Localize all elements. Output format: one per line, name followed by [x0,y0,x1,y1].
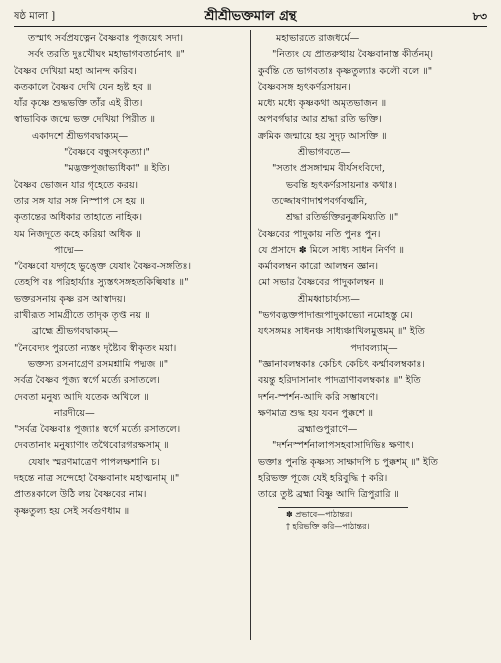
payar-line: যম নিজদূতে কহে করিয়া অধিক ॥ [14,228,141,240]
payar-line: কতকালে বৈষ্ণব দেখি যেন হৃষ্ট হব ॥ [14,81,152,93]
left-column [14,31,248,520]
verse-line: "নিত্যং যে প্রাতরুত্থায় বৈষ্ণবানাস্ত কীর্তনম্। [272,49,434,61]
verse-line: "মদ্ভক্তপূজাভ্যধিকা" ॥ ইতি। [64,163,170,175]
payar-line: দর্শন-স্পর্শন-আদি করি সম্ভাষণে। [258,391,379,403]
verse-line: "বৈষ্ণবে বন্ধুসৎকৃত্যা।" [64,147,150,159]
section-label: ষষ্ঠ মালা ] [14,11,56,22]
payar-line: বৈষ্ণব ভোজন যার গৃহেতে করয়। [14,179,139,191]
verse-line: কুর্বন্তি তে ভাগবতাঃ কৃষ্ণতুল্যাঃ কলৌ বলে ॥" [258,65,433,77]
verse-line: বয়ন্তু হরিদাসানাং পাদত্রাণাবলম্বকাঃ ॥" ইতি [258,375,421,387]
verse-line: "নৈবেদ্যং পুরতো ন্যস্তং দৃষ্ট্যৈব স্বীকৃতং ময়া। [14,342,177,354]
payar-line: কর্মাবলম্বন কারো আলম্বন জ্ঞান। [258,261,379,273]
verse-line: ভক্তাঃ পুনন্তি কৃষ্ণস্য সাক্ষাদপি চ পুক্কশম্ ॥" ইতি [258,456,438,468]
payar-line: রাখীরূত সামগ্রীতে তাদৃক তৃপ্ত নয় ॥ [14,310,150,322]
verse-line: তেহপি বঃ পরিহার্য্যাঃ স্যুস্তৎসঙ্গহতকিল্বিষাঃ ॥" [14,277,189,289]
verse-line: তজ্জোষণাদাশ্বপবর্গবর্ত্মনি, [272,195,368,207]
verse-line: ভক্তস্য রসনাগ্রেণ রসমশ্নামি পদ্মজ ॥" [28,358,169,370]
payar-line: দেবতা মনুষ্য আদি যতেক অখিলে ॥ [14,391,149,403]
footnote-rule [278,507,408,508]
payar-line: ক্রমিক জন্মায়ে হয় সুদৃঢ় আসক্তি ॥ [258,130,387,142]
source-heading: একাদশে শ্রীভগবদ্বাক্যম্— [32,130,129,142]
payar-line: স্বাভাবিক জন্মে ভক্ত দেখিয়া পিরীত ॥ [14,114,156,126]
payar-line: বৈষ্ণবসঙ্গ হৃৎকর্ণরসায়ন। [258,81,351,93]
payar-line: বৈষ্ণব দেখিয়া মহা আনন্দ করিব। [14,65,137,77]
verse-line: "জ্ঞানাবলম্বকাঃ কেচিৎ কেচিৎ কর্ম্মাবলম্বকাঃ। [258,358,425,370]
right-column [258,31,490,533]
verse-line: শ্রদ্ধা রতির্ভক্তিরনুক্রমিষ্যতি ॥" [286,212,399,224]
payar-line: ক্ষণমাত্র শুদ্ধ হয় যবন পুক্কশে ॥ [258,407,374,419]
payar-line: অপবর্গদ্বার আর শ্রদ্ধা রতি ভক্তি। [258,114,382,126]
verse-line: "সর্বত্র বৈষ্ণবাঃ পূজ্যাঃ স্বর্গে মর্ত্যে রসাতলে। [14,424,181,436]
payar-line: যে প্রসাদে ✽ মিলে সাধ্য সাধন নির্ণণ ॥ [258,244,405,256]
footnote: † হরিভক্তি করি—পাঠান্তর। [286,521,370,531]
column-divider [250,30,251,640]
verse-line: "দর্শনস্পর্শনালাপসহবাসাদিভিঃ ক্ষণাৎ। [272,440,414,452]
source-heading: ব্রহ্মাণ্ডপুরাণে— [298,424,358,436]
payar-line: বৈষ্ণবের পাদুকায় নতি পুনঃ পুন। [258,228,381,240]
verse-line: সর্বং তরতি দুঃখৌঘং মহাভাগবতার্চনাৎ ॥" [28,49,185,61]
source-heading: শ্রীভাগবতে— [298,147,351,159]
payar-line: মো সভার বৈষ্ণবের পাদুকালম্বন ॥ [258,277,384,289]
payar-line: হরিভক্ত পূজে যেই হরিবুদ্ধি † করি। [258,473,388,485]
payar-line: ভক্তরসনায় কৃষ্ণ রস আস্বাদয়। [14,293,126,305]
payar-line: কৃতান্তের অধিকার তাহাতে নাহিক। [14,212,143,224]
source-heading: ব্রাহ্মে শ্রীভগবদ্বাক্যম্— [32,326,118,338]
source-heading: মহাভারতে রাজধর্মে— [276,33,360,44]
book-title: শ্রীশ্রীভক্তমাল গ্রন্থ [204,9,297,24]
footnote: ✽ প্রভাবে—পাঠান্তর। [286,509,353,519]
verse-line: যৎসঙ্গমঃ সাধনঞ্চ সাধ্যঞ্চাখিলমুত্তমম্ ॥" ইতি [258,326,425,338]
verse-line: ভবন্তি হৃৎকর্ণরসায়নাঃ কথাঃ। [286,179,397,191]
verse-line: দহন্তে নাত্র সন্দেহো বৈষ্ণবানাং মহাত্মনাম্ ॥" [14,473,180,485]
payar-line: সর্বত্র বৈষ্ণব পূজ্য স্বর্গে মর্ত্যে রসাতলে। [14,375,160,387]
verse-line: "ভগবদ্ভক্তপাদাব্জপাদুকাভ্যো নমোহস্তু মে। [258,310,413,322]
verse-line: দেবতানাং মনুষ্যাণাং তথৈবোরগরক্ষসাম্ ॥ [14,440,169,452]
source-heading: শ্রীমধ্বাচার্য্যস্য— [298,293,360,305]
payar-line: তারে তুষ্ট ব্রহ্মা বিষ্ণু আদি ত্রিপুরারি ॥ [258,489,399,501]
source-heading: পদাবল্যাম্— [350,342,398,354]
verse-line: "সতাং প্রসঙ্গান্মম বীর্যসংবিদো, [272,163,386,175]
payar-line: প্রাতঃকালে উঠি লয় বৈষ্ণবের নাম। [14,489,147,501]
verse-line: যেষাং স্মরণমাত্রেণ পাপলক্ষশানি চ। [28,456,160,468]
page-header [14,6,487,27]
source-heading: নারদীয়ে— [54,407,95,419]
verse-line: তস্মাৎ সর্বপ্রযত্নেন বৈষ্ণবাঃ পূজয়েৎ সদা। [28,33,184,44]
payar-line: মধ্যে মধ্যে কৃষ্ণকথা অমৃতভাজন ॥ [258,98,387,110]
payar-line: কৃষ্ণতুল্য হয় সেই সর্বগুণধাম ॥ [14,505,130,517]
payar-line: যাঁর কৃষ্ণে শুদ্ধভক্তি তাঁর এই রীত। [14,98,143,110]
payar-line: তার সঙ্গ যার সঙ্গ নিস্পাপ সে হয় ॥ [14,195,145,207]
verse-line: "বৈষ্ণবো যদ্গৃহে ভুঙ্ক্তে যেষাং বৈষ্ণব-সঙ্গতিঃ। [14,261,192,273]
source-heading: পাদ্মে— [54,244,84,256]
page-number: ৮৩ [472,10,487,23]
